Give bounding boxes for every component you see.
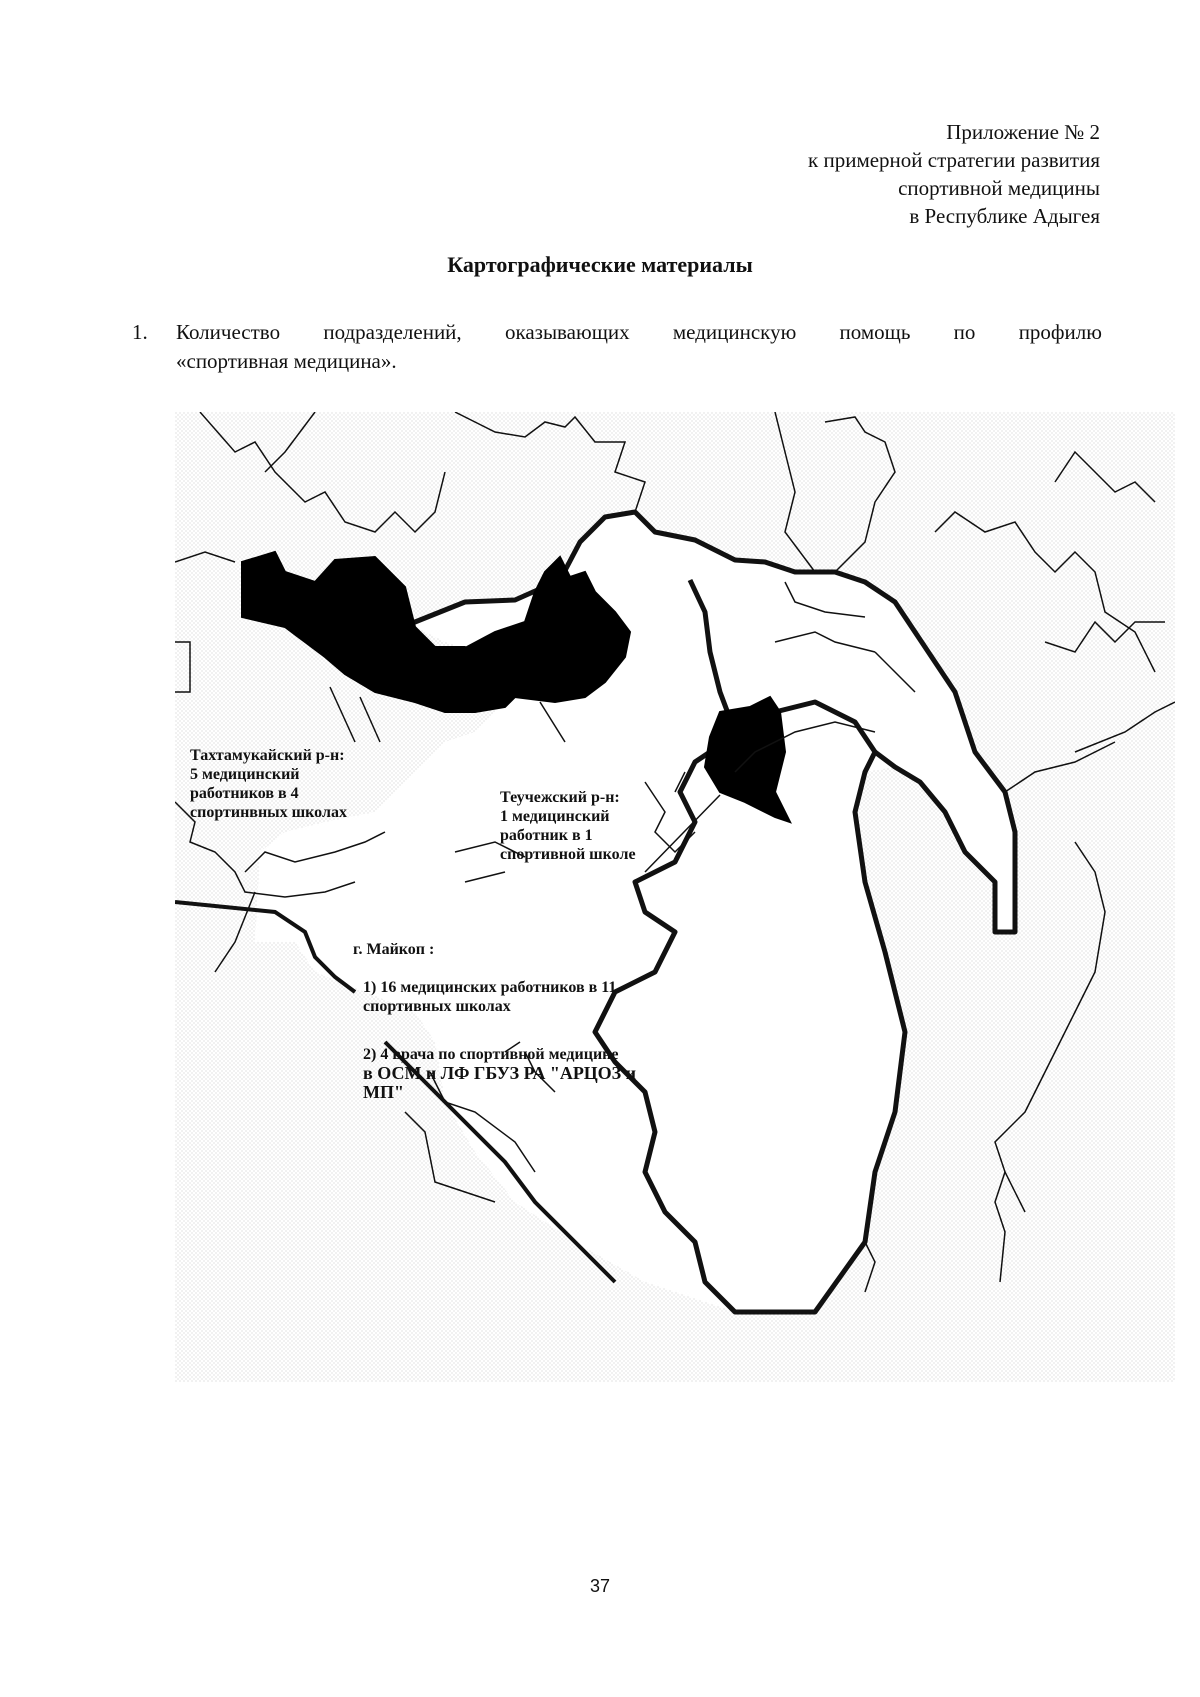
item-word: медицинскую bbox=[672, 320, 797, 344]
page-number: 37 bbox=[589, 1576, 611, 1596]
label-line: 1) 16 медицинских работников в 11 bbox=[363, 979, 617, 996]
label-maikop-item-2 bbox=[363, 1045, 636, 1102]
label-maikop-item-1 bbox=[363, 978, 616, 1016]
label-line: спортивной школе bbox=[500, 846, 636, 863]
list-item bbox=[132, 318, 1102, 376]
appendix-line: к примерной стратегии развития bbox=[808, 148, 1100, 172]
label-maikop-title: г. Майкоп : bbox=[353, 941, 435, 958]
item-word: по bbox=[953, 320, 976, 344]
label-line: 1 медицинский bbox=[500, 808, 610, 825]
item-word: подразделений, bbox=[323, 320, 462, 344]
item-number: 1. bbox=[132, 320, 148, 344]
item-word: оказывающих bbox=[504, 320, 630, 344]
appendix-line: в Республике Адыгея bbox=[909, 204, 1100, 228]
label-teuchezh bbox=[500, 788, 636, 864]
label-line: в ОСМ и ЛФ ГБУЗ РА "АРЦОЗ и bbox=[363, 1063, 636, 1083]
label-takhtamukai bbox=[190, 746, 347, 822]
page-title: Картографические материалы bbox=[447, 252, 753, 277]
appendix-line: Приложение № 2 bbox=[946, 120, 1100, 144]
item-word: Количество bbox=[176, 320, 281, 344]
label-line: спортивных школах bbox=[363, 998, 511, 1015]
appendix-line: спортивной медицины bbox=[898, 176, 1100, 200]
item-text-line bbox=[176, 318, 1102, 347]
label-line: 5 медицинский bbox=[190, 766, 300, 783]
label-line: Теучежский р-н: bbox=[500, 789, 620, 806]
label-line: 2) 4 врача по спортивной медицине bbox=[363, 1046, 619, 1063]
item-text-line: «спортивная медицина». bbox=[176, 349, 397, 373]
label-line: работник в 1 bbox=[500, 827, 593, 844]
label-line: Тахтамукайский р-н: bbox=[190, 747, 345, 764]
map bbox=[175, 412, 1175, 1382]
item-word: профилю bbox=[1018, 320, 1102, 344]
appendix-header bbox=[600, 118, 1100, 230]
label-line: МП" bbox=[363, 1082, 404, 1102]
item-word: помощь bbox=[839, 320, 911, 344]
label-line: спортинвных школах bbox=[190, 804, 347, 821]
label-line: работников в 4 bbox=[190, 785, 299, 802]
